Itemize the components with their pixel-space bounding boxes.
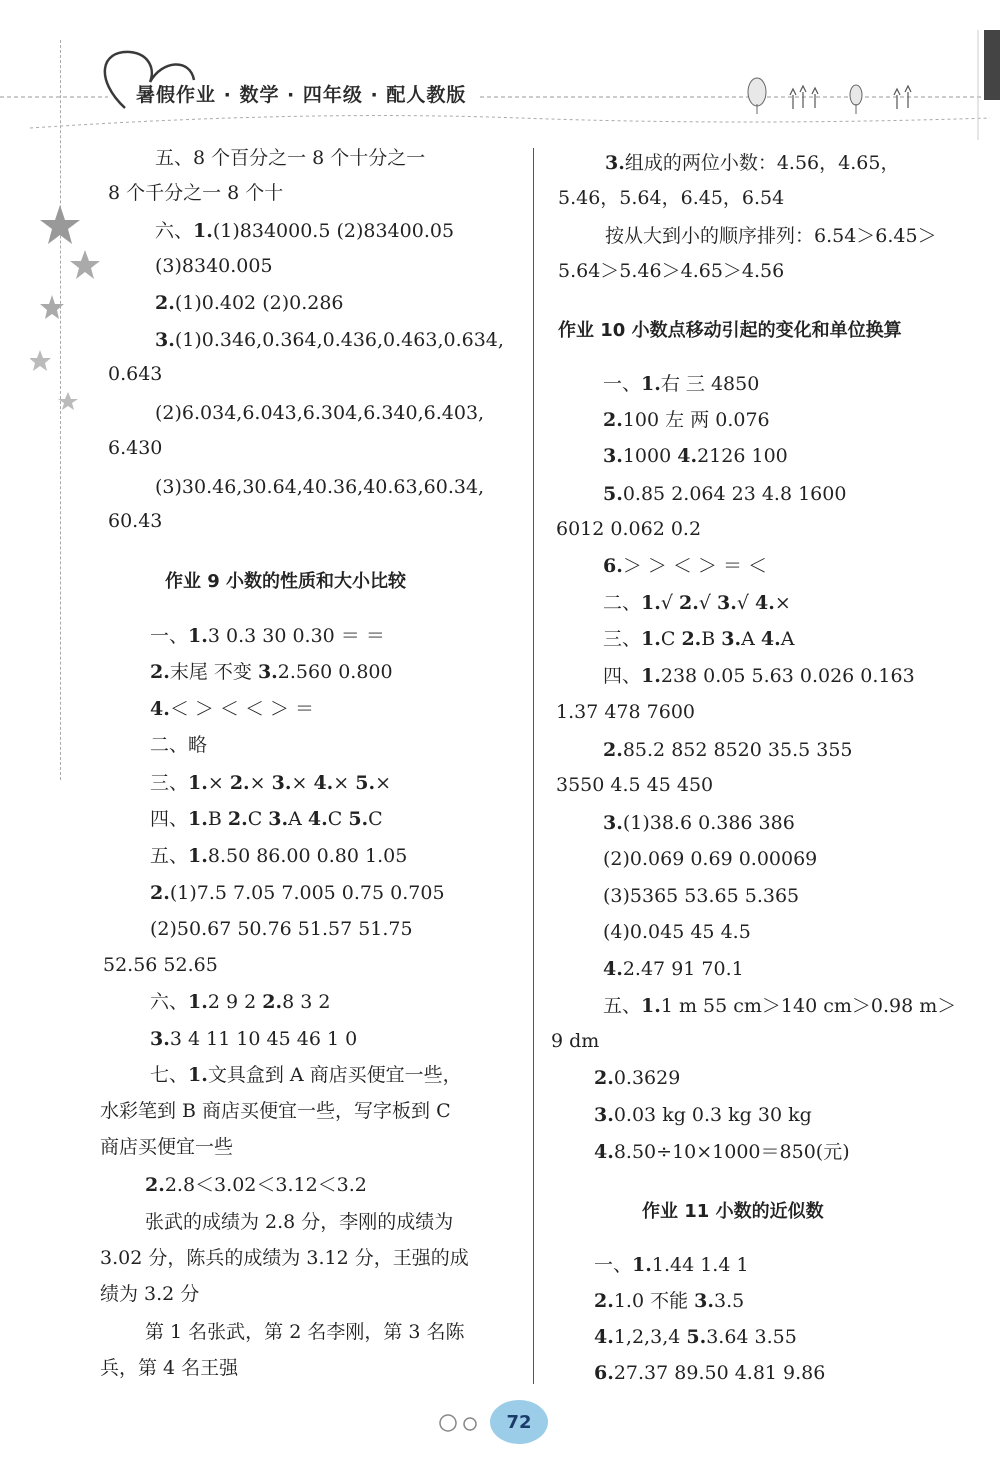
answer-line: 五、1.1 m 55 cm＞140 cm＞0.98 m＞ [603,995,957,1017]
answer-line: (2)0.069 0.69 0.00069 [603,848,818,870]
answer-line: 商店买便宜一些 [100,1136,234,1158]
answer-line: 三、1.× 2.× 3.× 4.× 5.× [150,772,392,794]
star-decoration [30,200,100,420]
answer-line: 3.02 分，陈兵的成绩为 3.12 分，王强的成 [100,1247,469,1269]
answer-line: 四、1.B 2.C 3.A 4.C 5.C [150,808,383,830]
answer-line: (3)8340.005 [155,255,273,277]
answer-line: 3.(1)0.346,0.364,0.436,0.463,0.634, [155,329,504,351]
column-divider [533,148,534,1384]
answer-line: 一、1.右 三 4850 [603,373,760,395]
answer-line: 6.27.37 89.50 4.81 9.86 [594,1362,826,1384]
answer-line: 四、1.238 0.05 5.63 0.026 0.163 [603,665,915,687]
answer-line: 二、1.√ 2.√ 3.√ 4.× [603,592,791,614]
answer-line: 五、8 个百分之一 8 个十分之一 [155,147,426,169]
answer-line: 1.37 478 7600 [556,701,696,723]
answer-line: 水彩笔到 B 商店买便宜一些，写字板到 C [100,1100,451,1122]
answer-line: 6.430 [108,437,163,459]
answer-line: 5.64＞5.46＞4.65＞4.56 [558,260,785,282]
answer-line: 6.＞ ＞ ＜ ＞ ＝ ＜ [603,555,768,577]
answer-line: 2.85.2 852 8520 35.5 355 [603,739,853,761]
answer-line: 3.3 4 11 10 45 46 1 0 [150,1028,358,1050]
answer-line: 60.43 [108,510,163,532]
answer-line: 2.(1)7.5 7.05 7.005 0.75 0.705 [150,882,445,904]
page-dots-decoration [438,1413,488,1433]
answer-line: (2)6.034,6.043,6.304,6.340,6.403, [155,402,485,424]
answer-line: 3.(1)38.6 0.386 386 [603,812,795,834]
answer-line: 2.100 左 两 0.076 [603,409,770,431]
answer-line: 第 1 名张武，第 2 名李刚，第 3 名陈 [145,1321,465,1343]
answer-line: 绩为 3.2 分 [100,1283,200,1305]
answer-line: 一、1.1.44 1.4 1 [594,1254,749,1276]
answer-line: 2.1.0 不能 3.3.5 [594,1290,745,1312]
answer-line: (2)50.67 50.76 51.57 51.75 [150,918,413,940]
answer-line: 0.643 [108,363,163,385]
answer-line: 3.1000 4.2126 100 [603,445,788,467]
header-decoration [0,0,1000,140]
answer-line: (3)5365 53.65 5.365 [603,885,800,907]
section-title-11: 作业 11 小数的近似数 [642,1201,824,1222]
answer-line: 5.0.85 2.064 23 4.8 1600 [603,483,847,505]
answer-line: 兵，第 4 名王强 [100,1357,239,1379]
answer-line: 6012 0.062 0.2 [556,518,702,540]
answer-line: 五、1.8.50 86.00 0.80 1.05 [150,845,408,867]
header-title: 暑假作业 · 数学 · 四年级 · 配人教版 [136,84,467,106]
page-header [0,0,1000,140]
answer-line: 9 dm [551,1030,600,1052]
answer-line: 2.末尾 不变 3.2.560 0.800 [150,661,393,683]
answer-line: (3)30.46,30.64,40.36,40.63,60.34, [155,476,485,498]
answer-line: 3.0.03 kg 0.3 kg 30 kg [594,1104,812,1126]
answer-line: (4)0.045 45 4.5 [603,921,751,943]
answer-line: 张武的成绩为 2.8 分，李刚的成绩为 [145,1211,454,1233]
answer-line: 52.56 52.65 [103,954,218,976]
answer-line: 2.2.8＜3.02＜3.12＜3.2 [145,1174,367,1196]
answer-line: 5.46，5.64，6.45，6.54 [558,187,785,209]
answer-line: 3550 4.5 45 450 [556,774,714,796]
answer-line: 4.8.50÷10×1000＝850(元) [594,1141,850,1163]
section-title-9: 作业 9 小数的性质和大小比较 [165,571,407,592]
answer-line: 4.＜ ＞ ＜ ＜ ＞ ＝ [150,698,315,720]
answer-line: 二、略 [150,734,208,756]
answer-line: 4.2.47 91 70.1 [603,958,744,980]
section-title-10: 作业 10 小数点移动引起的变化和单位换算 [558,320,902,341]
answer-line: 一、1.3 0.3 30 0.30 ＝ ＝ [150,625,385,647]
answer-line: 2.0.3629 [594,1067,681,1089]
page-number: 72 [490,1400,548,1444]
answer-line: 按从大到小的顺序排列：6.54＞6.45＞ [605,225,937,247]
answer-line: 2.(1)0.402 (2)0.286 [155,292,344,314]
answer-line: 4.1,2,3,4 5.3.64 3.55 [594,1326,797,1348]
answer-line: 8 个千分之一 8 个十 [108,182,284,204]
answer-line: 六、1.2 9 2 2.8 3 2 [150,991,331,1013]
answer-line: 六、1.(1)834000.5 (2)83400.05 [155,220,455,242]
answer-line: 三、1.C 2.B 3.A 4.A [603,628,795,650]
answer-line: 3.组成的两位小数：4.56，4.65， [605,152,900,174]
answer-line: 七、1.文具盒到 A 商店买便宜一些， [150,1064,462,1086]
